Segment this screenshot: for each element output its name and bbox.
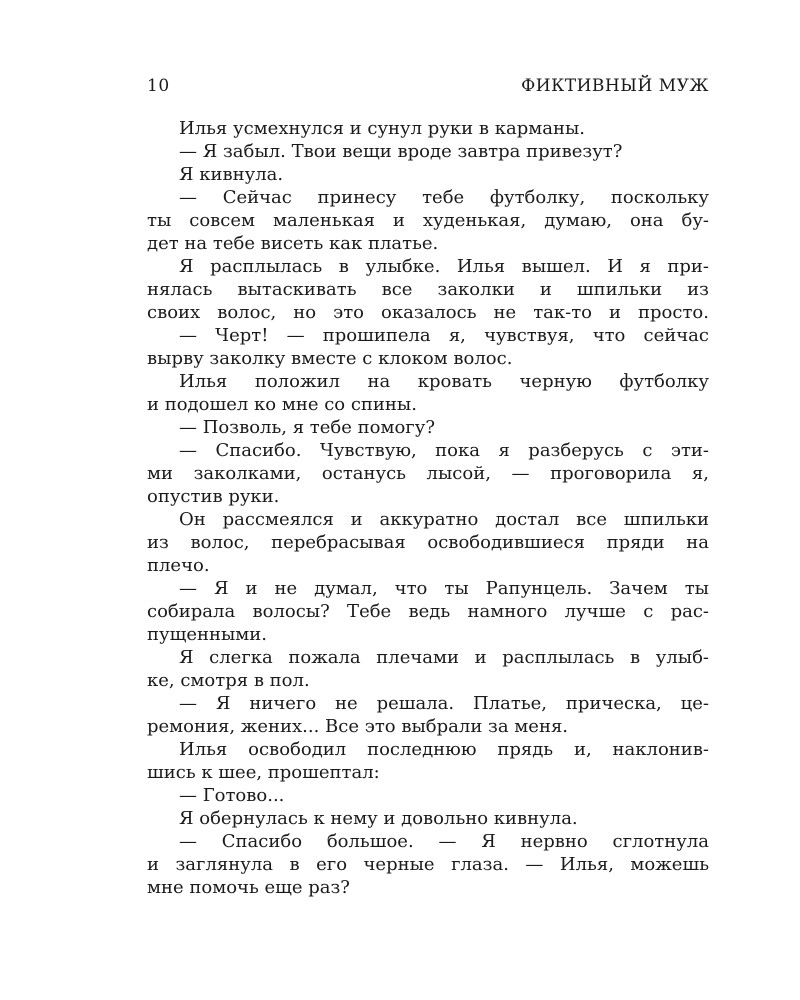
text-line: собирала волосы? Тебе ведь намного лучше с рас- bbox=[147, 601, 709, 622]
text-line: и заглянула в его черные глаза. — Илья, можешь bbox=[147, 854, 709, 875]
text-line: — Черт! — прошипела я, чувствуя, что сейчас bbox=[179, 325, 709, 346]
text-line: дет на тебе висеть как платье. bbox=[147, 233, 439, 254]
text-line: Илья положил на кровать черную футболку bbox=[179, 371, 709, 392]
text-line: своих волос, но это оказалось не так-то и просто. bbox=[147, 302, 709, 323]
text-line: мне помочь еще раз? bbox=[147, 877, 350, 898]
text-line: — Сейчас принесу тебе футболку, поскольку bbox=[179, 187, 709, 208]
text-line: опустив руки. bbox=[147, 486, 280, 507]
running-head bbox=[147, 76, 709, 102]
text-line: Я расплылась в улыбке. Илья вышел. И я при- bbox=[179, 256, 709, 277]
text-line: нялась вытаскивать все заколки и шпильки из bbox=[147, 279, 709, 300]
body-text bbox=[147, 117, 709, 899]
text-line: Я слегка пожала плечами и расплылась в улыб- bbox=[179, 647, 709, 668]
text-line: — Я ничего не решала. Платье, прическа, це- bbox=[179, 693, 709, 714]
text-line: ми заколками, останусь лысой, — проговорила я, bbox=[147, 463, 709, 484]
text-line: шись к шее, прошептал: bbox=[147, 762, 380, 783]
text-line: ремония, жених... Все это выбрали за меня. bbox=[147, 716, 569, 737]
text-line: ты совсем маленькая и худенькая, думаю, она бу- bbox=[147, 210, 709, 231]
text-line: Я обернулась к нему и довольно кивнула. bbox=[179, 808, 578, 829]
text-line: — Я забыл. Твои вещи вроде завтра привезут? bbox=[179, 141, 623, 162]
text-line: — Готово... bbox=[179, 785, 285, 806]
text-line: — Позволь, я тебе помогу? bbox=[179, 417, 435, 438]
text-line: Илья усмехнулся и сунул руки в карманы. bbox=[179, 118, 586, 139]
book-title: ФИКТИВНЫЙ МУЖ bbox=[521, 76, 709, 96]
text-line: пущенными. bbox=[147, 624, 268, 645]
text-line: вырву заколку вместе с клоком волос. bbox=[147, 348, 513, 369]
page-number: 10 bbox=[147, 76, 170, 96]
text-line: и подошел ко мне со спины. bbox=[147, 394, 417, 415]
text-line: из волос, перебрасывая освободившиеся пряди на bbox=[147, 532, 709, 553]
text-line: — Спасибо большое. — Я нервно сглотнула bbox=[179, 831, 709, 852]
text-line: — Я и не думал, что ты Рапунцель. Зачем ты bbox=[179, 578, 709, 599]
text-line: Он рассмеялся и аккуратно достал все шпильки bbox=[179, 509, 709, 530]
text-line: Я кивнула. bbox=[179, 164, 284, 185]
text-line: — Спасибо. Чувствую, пока я разберусь с эти- bbox=[179, 440, 709, 461]
text-line: плечо. bbox=[147, 555, 210, 576]
text-line: ке, смотря в пол. bbox=[147, 670, 310, 691]
text-line: Илья освободил последнюю прядь и, наклонив- bbox=[179, 739, 709, 760]
